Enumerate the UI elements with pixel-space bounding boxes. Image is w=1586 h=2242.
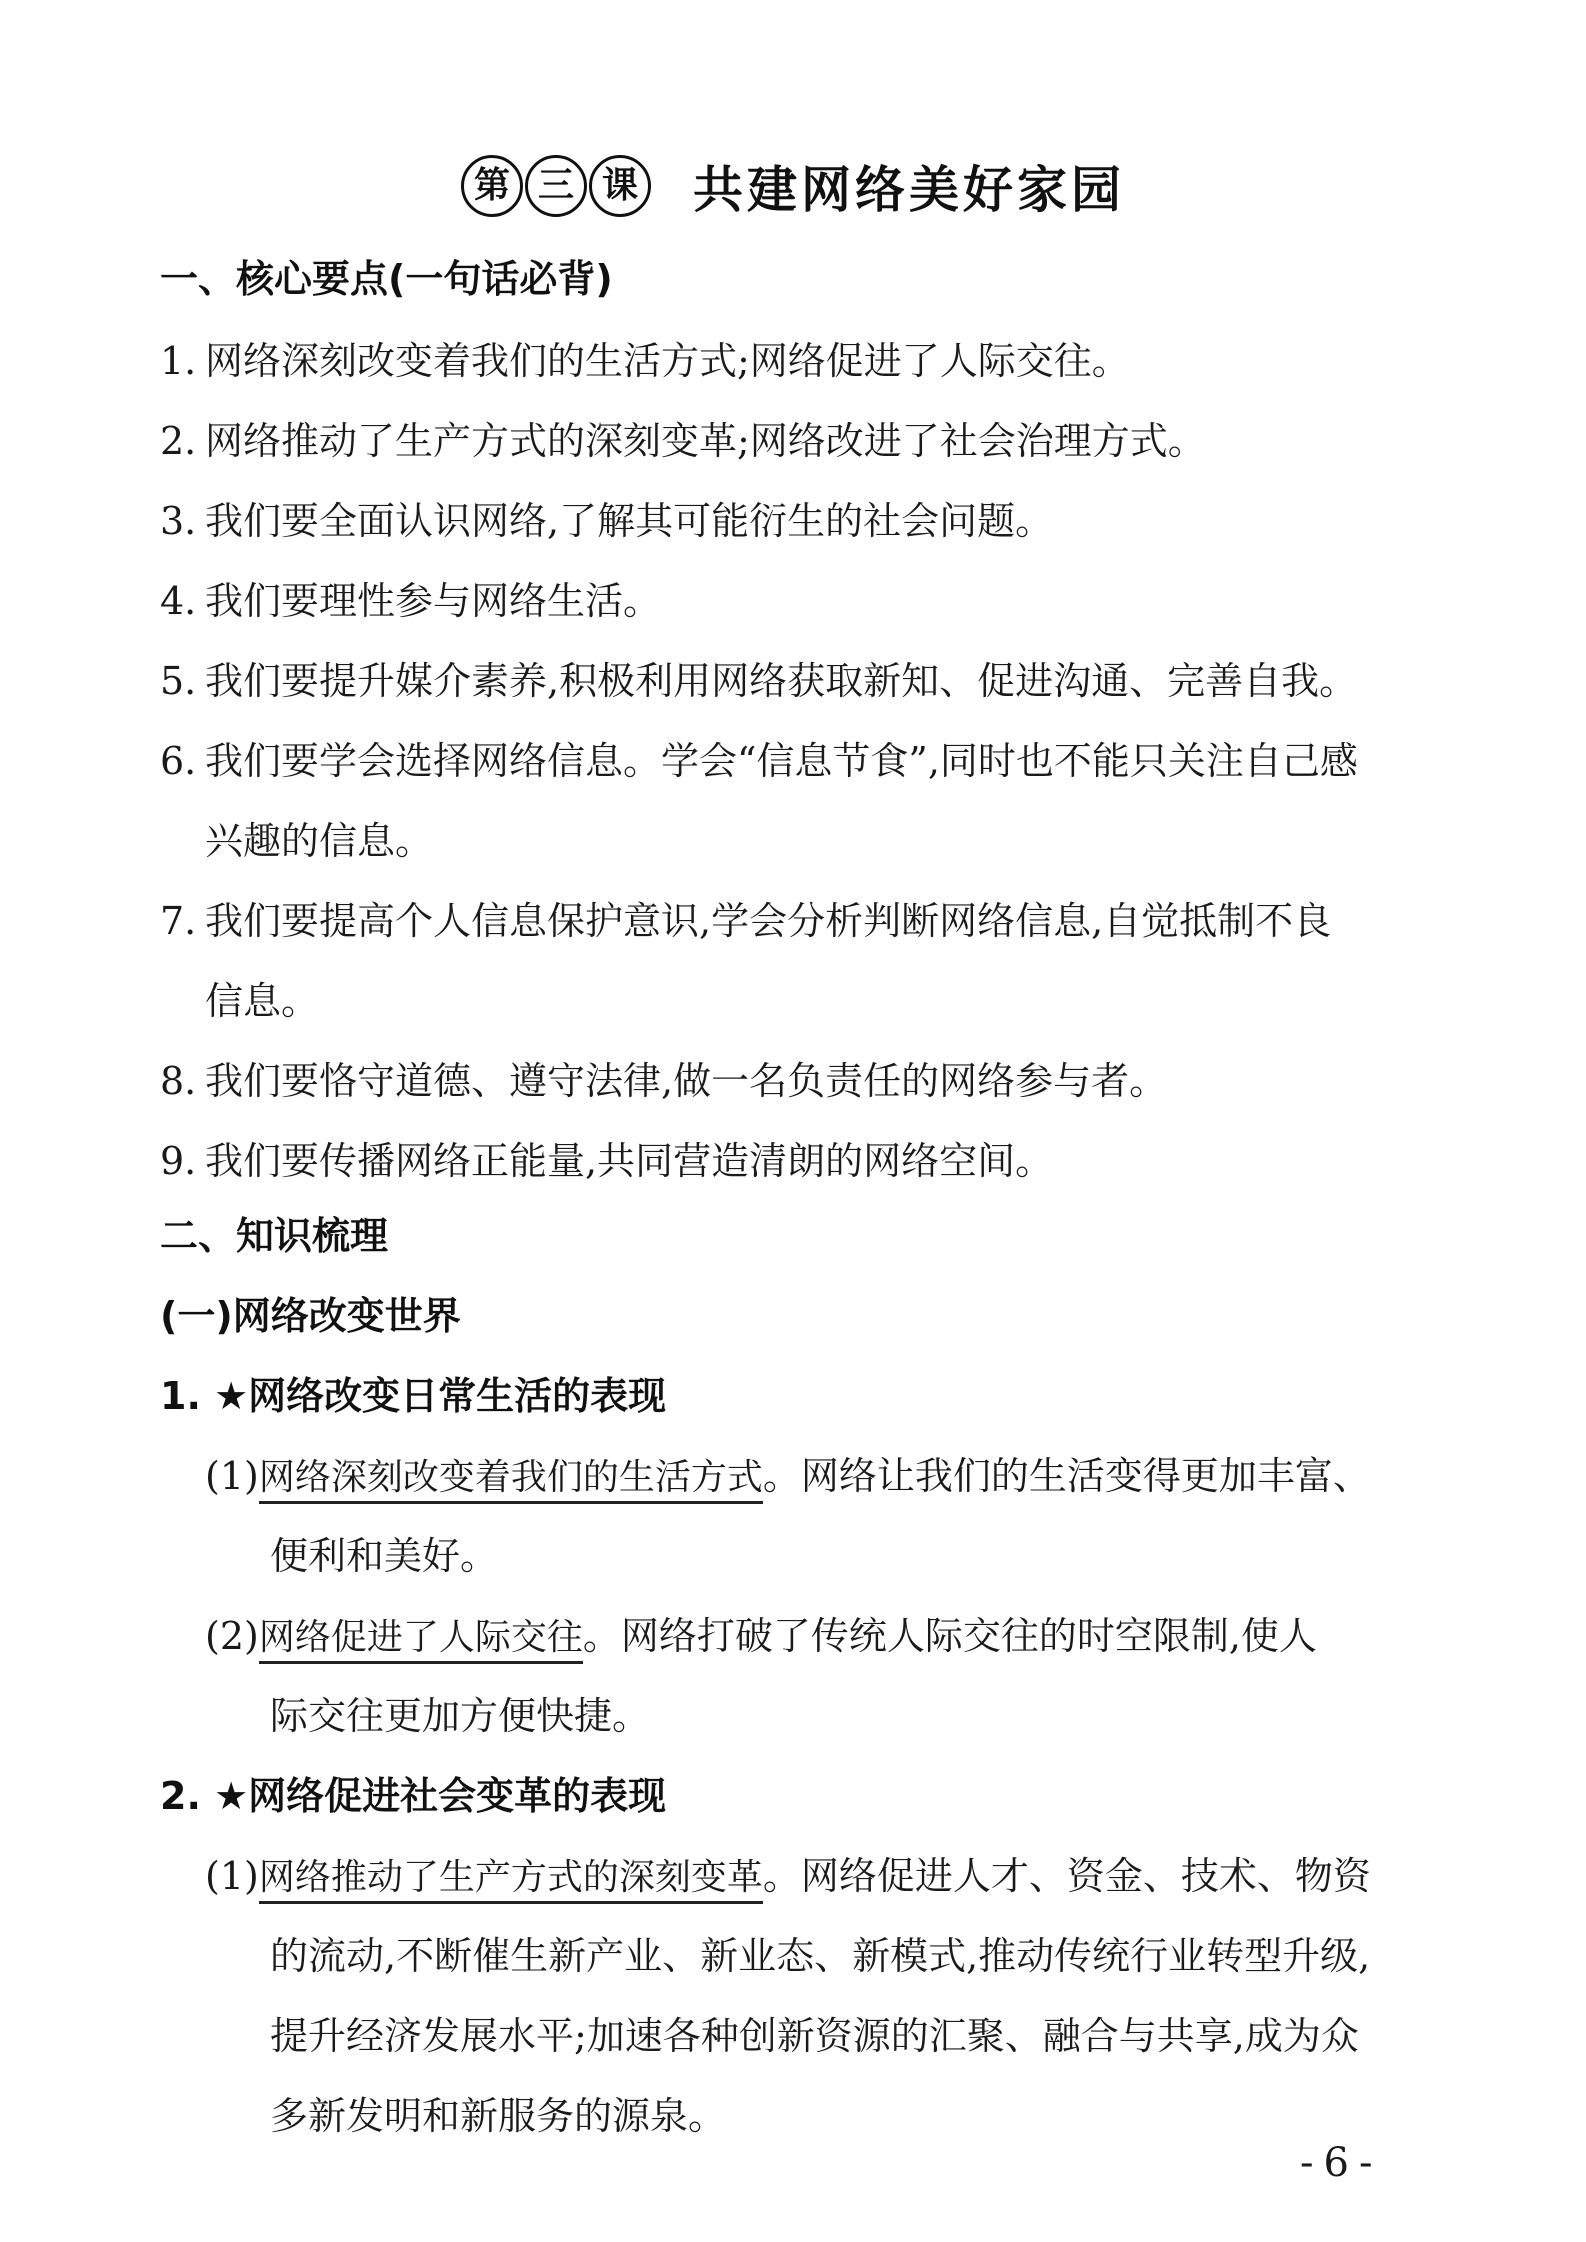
point2-item-1: (1)网络推动了生产方式的深刻变革。网络促进人才、资金、技术、物资 [205,1845,1371,1900]
point2-item-1-continuation: 的流动,不断催生新产业、新业态、新模式,推动传统行业转型升级, [270,1934,1371,1978]
underlined-key-phrase: 网络促进了人际交往 [259,1617,583,1664]
point2-item-1-continuation: 多新发明和新服务的源泉。 [270,2094,727,2138]
list-item: 2. 网络推动了生产方式的深刻变革;网络改进了社会治理方式。 [160,419,1206,463]
point2-item-1-continuation: 提升经济发展水平;加速各种创新资源的汇聚、融合与共享,成为众 [270,2014,1359,2058]
point1-item-1: (1)网络深刻改变着我们的生活方式。网络让我们的生活变得更加丰富、 [205,1445,1371,1500]
list-item: 1. 网络深刻改变着我们的生活方式;网络促进了人际交往。 [160,339,1130,383]
point1-item-2-continuation: 际交往更加方便快捷。 [270,1694,651,1738]
title-text: 共建网络美好家园 [693,161,1125,219]
point1-item-1-continuation: 便利和美好。 [270,1534,499,1578]
list-item: 8. 我们要恪守道德、遵守法律,做一名负责任的网络参与者。 [160,1059,1168,1103]
circled-char-3: 课 [589,155,651,217]
page-number: -6- [1300,2140,1383,2186]
point1-heading: 1. ★网络改变日常生活的表现 [160,1374,667,1418]
list-item: 3. 我们要全面认识网络,了解其可能衍生的社会问题。 [160,499,1054,543]
section2-heading: 二、知识梳理 [160,1214,389,1258]
subsection-heading: (一)网络改变世界 [160,1294,461,1338]
underlined-key-phrase: 网络推动了生产方式的深刻变革 [259,1857,763,1904]
list-item: 6. 我们要学会选择网络信息。学会“信息节食”,同时也不能只关注自己感 [160,739,1358,783]
list-item: 7. 我们要提高个人信息保护意识,学会分析判断网络信息,自觉抵制不良 [160,899,1332,943]
list-item-continuation: 信息。 [205,979,320,1023]
section1-heading: 一、核心要点(一句话必背) [160,257,613,301]
list-item: 9. 我们要传播网络正能量,共同营造清朗的网络空间。 [160,1139,1054,1183]
circled-char-1: 第 [461,155,523,217]
lesson-title [0,150,1586,222]
list-item: 4. 我们要理性参与网络生活。 [160,579,662,623]
list-item-continuation: 兴趣的信息。 [205,819,434,863]
point2-heading: 2. ★网络促进社会变革的表现 [160,1774,667,1818]
list-item: 5. 我们要提升媒介素养,积极利用网络获取新知、促进沟通、完善自我。 [160,659,1358,703]
circled-char-2: 三 [525,155,587,217]
point1-item-2: (2)网络促进了人际交往。网络打破了传统人际交往的时空限制,使人 [205,1605,1317,1660]
underlined-key-phrase: 网络深刻改变着我们的生活方式 [259,1457,763,1504]
